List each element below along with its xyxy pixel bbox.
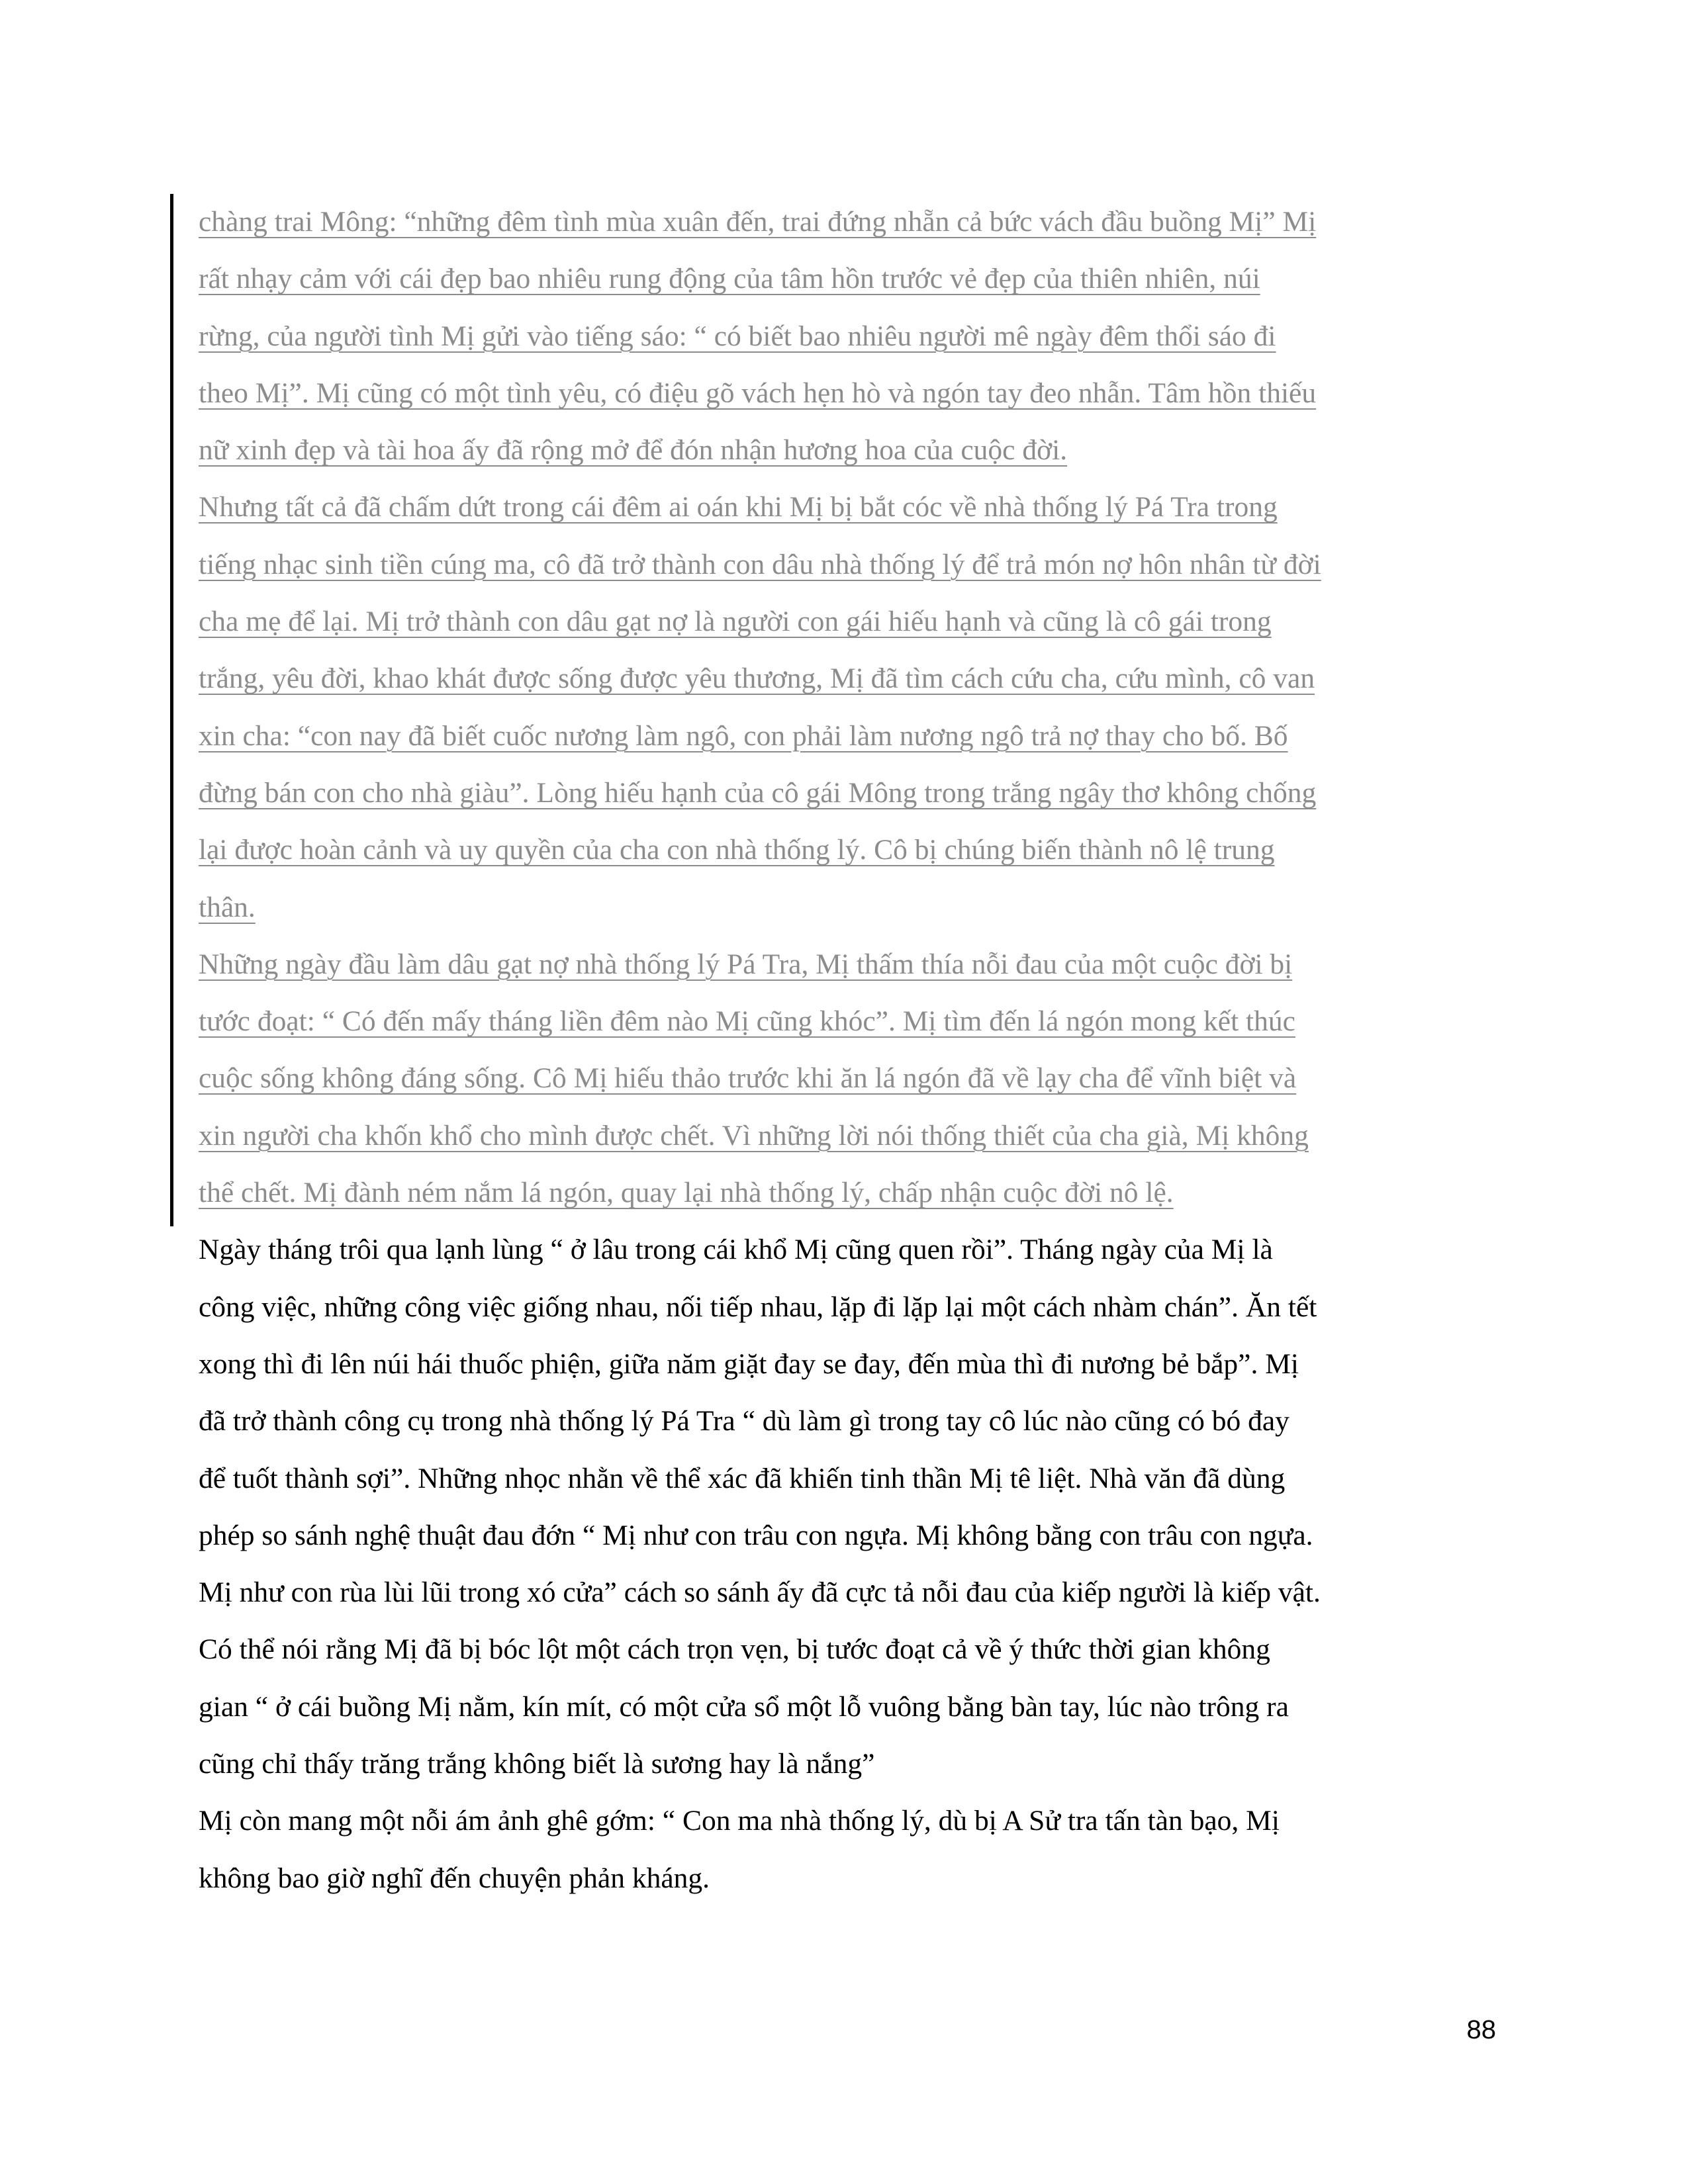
text-line: tiếng nhạc sinh tiền cúng ma, cô đã trở thành con dâu nhà thống lý để trả món nợ hôn nhân từ đời xyxy=(199,548,1321,580)
text-line: cha mẹ để lại. Mị trở thành con dâu gạt nợ là người con gái hiếu hạnh và cũng là cô gái trong xyxy=(199,606,1272,638)
text-line: xin người cha khốn khổ cho mình được chết. Vì những lời nói thống thiết của cha già, Mị không xyxy=(199,1119,1309,1152)
text-line: theo Mị”. Mị cũng có một tình yêu, có điệu gõ vách hẹn hò và ngón tay đeo nhẫn. Tâm hồn thiếu xyxy=(199,377,1317,409)
tracked-paragraph-2 xyxy=(199,478,1493,935)
text-line: phép so sánh nghệ thuật đau đớn “ Mị như con trâu con ngựa. Mị không bằng con trâu con ngựa. xyxy=(199,1519,1313,1551)
body-text xyxy=(199,193,1493,1907)
text-line: Mị như con rùa lùi lũi trong xó cửa” cách so sánh ấy đã cực tả nỗi đau của kiếp người là kiếp vật. xyxy=(199,1576,1321,1609)
text-line: lại được hoàn cảnh và uy quyền của cha con nhà thống lý. Cô bị chúng biến thành nô lệ trung xyxy=(199,834,1275,866)
text-line: cũng chỉ thấy trăng trắng không biết là sương hay là nắng” xyxy=(199,1748,875,1780)
text-line: xong thì đi lên núi hái thuốc phiện, giữa năm giặt đay se đay, đến mùa thì đi nương bẻ bắp”. Mị xyxy=(199,1347,1299,1380)
text-line: tước đoạt: “ Có đến mấy tháng liền đêm nào Mị cũng khóc”. Mị tìm đến lá ngón mong kết thúc xyxy=(199,1005,1295,1038)
text-line: Những ngày đầu làm dâu gạt nợ nhà thống lý Pá Tra, Mị thấm thía nỗi đau của một cuộc đời bị xyxy=(199,948,1293,980)
text-line: không bao giờ nghĩ đến chuyện phản kháng. xyxy=(199,1862,710,1894)
text-line: chàng trai Mông: “những đêm tình mùa xuân đến, trai đứng nhẵn cả bức vách đầu buồng Mị” Mị xyxy=(199,206,1317,238)
text-line: gian “ ở cái buồng Mị nằm, kín mít, có một cửa sổ một lỗ vuông bằng bàn tay, lúc nào trông ra xyxy=(199,1690,1289,1723)
text-line: thể chết. Mị đành ném nắm lá ngón, quay lại nhà thống lý, chấp nhận cuộc đời nô lệ. xyxy=(199,1177,1174,1209)
text-line: để tuốt thành sợi”. Những nhọc nhằn về thể xác đã khiến tinh thần Mị tê liệt. Nhà văn đã dùng xyxy=(199,1462,1286,1494)
text-line: xin cha: “con nay đã biết cuốc nương làm ngô, con phải làm nương ngô trả nợ thay cho bố. Bố xyxy=(199,719,1288,752)
text-line: Có thể nói rằng Mị đã bị bóc lột một cách trọn vẹn, bị tước đoạt cả về ý thức thời gian không xyxy=(199,1633,1270,1666)
text-line: rừng, của người tình Mị gửi vào tiếng sáo: “ có biết bao nhiêu người mê ngày đêm thổi sáo đi xyxy=(199,320,1276,352)
text-line: đã trở thành công cụ trong nhà thống lý Pá Tra “ dù làm gì trong tay cô lúc nào cũng có bó đay xyxy=(199,1405,1289,1437)
paragraph-1 xyxy=(199,1221,1493,1792)
revision-change-bar xyxy=(170,194,173,1226)
text-line: Ngày tháng trôi qua lạnh lùng “ ở lâu trong cái khổ Mị cũng quen rồi”. Tháng ngày của Mị là xyxy=(199,1234,1273,1266)
tracked-changes-section xyxy=(199,193,1493,1221)
page-number: 88 xyxy=(1466,2015,1496,2044)
text-line: nữ xinh đẹp và tài hoa ấy đã rộng mở để đón nhận hương hoa của cuộc đời. xyxy=(199,434,1068,467)
text-line: công việc, những công việc giống nhau, nối tiếp nhau, lặp đi lặp lại một cách nhàm chán”. Ăn tết xyxy=(199,1291,1317,1323)
text-line: Nhưng tất cả đã chấm dứt trong cái đêm ai oán khi Mị bị bắt cóc về nhà thống lý Pá Tra trong xyxy=(199,491,1278,523)
tracked-paragraph-3 xyxy=(199,936,1493,1221)
text-line: Mị còn mang một nỗi ám ảnh ghê gớm: “ Con ma nhà thống lý, dù bị A Sử tra tấn tàn bạo, Mị xyxy=(199,1805,1280,1837)
text-line: trắng, yêu đời, khao khát được sống được yêu thương, Mị đã tìm cách cứu cha, cứu mình, cô van xyxy=(199,662,1315,695)
tracked-paragraph-1 xyxy=(199,193,1493,478)
text-line: rất nhạy cảm với cái đẹp bao nhiêu rung động của tâm hồn trước vẻ đẹp của thiên nhiên, núi xyxy=(199,263,1260,295)
text-line: thân. xyxy=(199,891,256,923)
text-line: đừng bán con cho nhà giàu”. Lòng hiếu hạnh của cô gái Mông trong trắng ngây thơ không chống xyxy=(199,776,1317,809)
paragraph-2 xyxy=(199,1792,1493,1907)
text-line: cuộc sống không đáng sống. Cô Mị hiếu thảo trước khi ăn lá ngón đã về lạy cha để vĩnh biệt và xyxy=(199,1062,1297,1095)
